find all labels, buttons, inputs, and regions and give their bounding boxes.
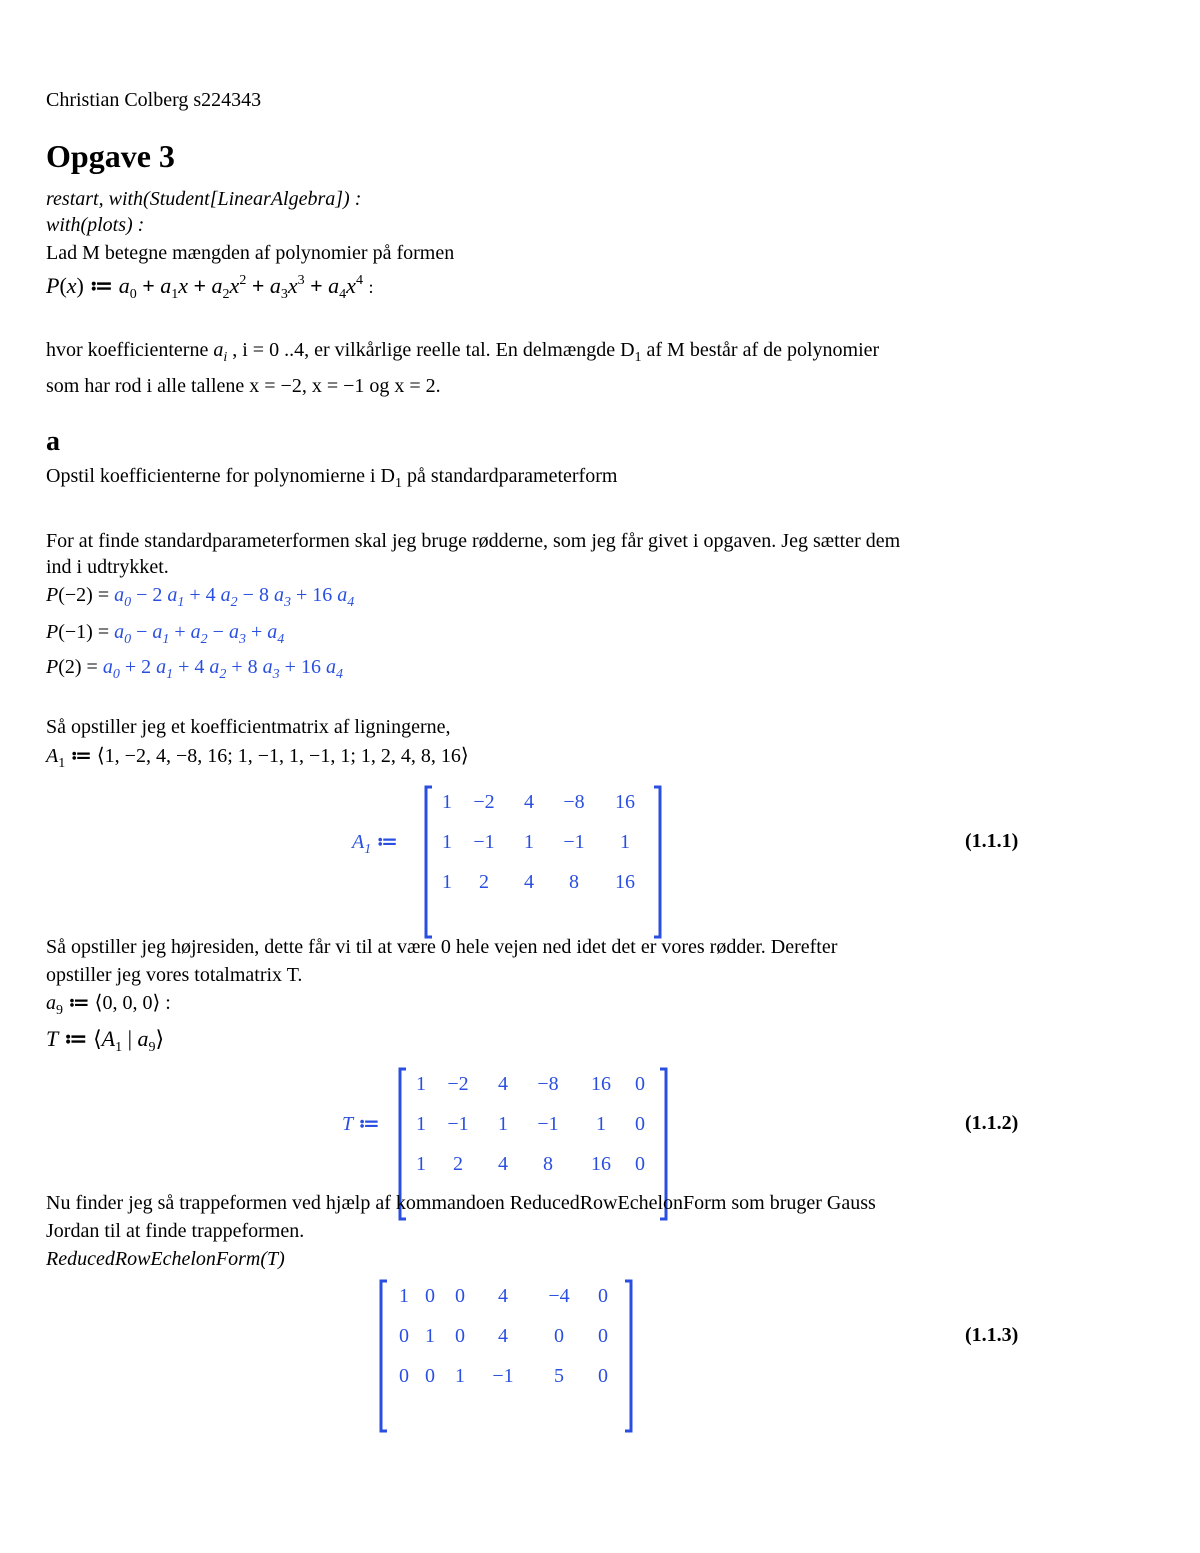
maple-input-T[interactable]: T ≔ $⟨A_1$ | $a_9⟩$	[46, 1026, 165, 1055]
matrix-cell: 1	[620, 831, 630, 853]
matrix-cell: 1	[442, 791, 452, 813]
matrix-intro: Så opstiller jeg et koefficientmatrix af ligningerne,	[46, 716, 451, 738]
matrix-cell: 8	[543, 1153, 553, 1175]
matrix-cell: 4	[498, 1153, 508, 1175]
matrix-cell: 1	[524, 831, 534, 853]
paragraph-coefficients: hvor koefficienterne $a_i$ , i = 0 ..4, er vilkårlige reelle tal. En delmængde $D_1$ af M består af de polynomier	[46, 339, 880, 365]
matrix-cell: 16	[615, 791, 635, 813]
section-heading-a: a	[46, 426, 60, 457]
T-output-label: T ≔	[342, 1113, 380, 1135]
matrix-cell: 1	[455, 1365, 465, 1387]
matrix-cell: −1	[563, 831, 585, 853]
matrix-cell: 1	[498, 1113, 508, 1135]
matrix-cell: −8	[537, 1073, 559, 1095]
matrix-cell: 1	[442, 871, 452, 893]
matrix-cell: 4	[498, 1073, 508, 1095]
task-text: Opstil koefficienterne for polynomierne i $D_1$ på standardparameterform	[46, 465, 618, 491]
matrix-cell: 0	[598, 1325, 608, 1347]
matrix-cell: −2	[447, 1073, 469, 1095]
equation-p-minus-2: $P(-2) = a_0 - 2$ $a_1 + 4$ $a_2 - 8$ $a_3 + 16$ $a_4$	[46, 584, 355, 610]
rref-line-1: Nu finder jeg så trappeformen ved hjælp af kommandoen ReducedRowEchelonForm som bruger Gauss	[46, 1192, 876, 1214]
matrix-cell: 5	[554, 1365, 564, 1387]
matrix-cell: 0	[399, 1325, 409, 1347]
matrix-cell: 0	[598, 1285, 608, 1307]
explain-line-2: ind i udtrykket.	[46, 556, 169, 578]
matrix-cell: 4	[524, 871, 534, 893]
rref-line-2: Jordan til at finde trappeformen.	[46, 1220, 305, 1242]
equation-p-minus-1: $P(-1) = a_0 - a_1 + a_2 - a_3 + a_4$	[46, 621, 285, 647]
maple-input-plots[interactable]: with(plots) :	[46, 214, 145, 236]
matrix-cell: −1	[473, 831, 495, 853]
matrix-cell: 2	[453, 1153, 463, 1175]
page-title: Opgave 3	[46, 138, 175, 174]
polynomial-definition[interactable]: P(x) ≔ $a_0 + a_1x + a_2x^2 + a_3x^3 + a_4x^4$ :	[46, 273, 374, 302]
matrix-cell: 1	[416, 1113, 426, 1135]
matrix-cell: 1	[596, 1113, 606, 1135]
matrix-cell: 2	[479, 871, 489, 893]
matrix-rref	[379, 1279, 633, 1433]
equation-label-2: (1.1.2)	[965, 1112, 1019, 1134]
explain-line-1: For at finde standardparameterformen skal jeg bruge rødderne, som jeg får givet i opgaven. Jeg sætter dem	[46, 530, 901, 552]
intro-text: Lad M betegne mængden af polynomier på formen	[46, 242, 455, 264]
A1-output-label: $A_1$ ≔	[352, 831, 398, 857]
matrix-cell: 0	[425, 1365, 435, 1387]
matrix-cell: 0	[399, 1365, 409, 1387]
equation-p-2: $P(2) = a_0 + 2$ $a_1 + 4$ $a_2 + 8$ $a_3 + 16$ $a_4$	[46, 656, 343, 682]
maple-input-a9[interactable]: $a_9$ ≔ ⟨0, 0, 0⟩ :	[46, 992, 171, 1018]
matrix-cell: 16	[591, 1153, 611, 1175]
paragraph-roots: som har rod i alle tallene x = −2, x = −1 og x = 2.	[46, 375, 441, 397]
matrix-cell: −8	[563, 791, 585, 813]
matrix-cell: 1	[416, 1073, 426, 1095]
matrix-cell: 8	[569, 871, 579, 893]
matrix-cell: −2	[473, 791, 495, 813]
matrix-cell: 0	[455, 1325, 465, 1347]
matrix-cell: −4	[548, 1285, 570, 1307]
matrix-cell: 0	[635, 1113, 645, 1135]
equation-label-3: (1.1.3)	[965, 1324, 1019, 1346]
matrix-cell: 1	[399, 1285, 409, 1307]
matrix-cell: 1	[425, 1325, 435, 1347]
matrix-cell: 1	[442, 831, 452, 853]
matrix-cell: 0	[455, 1285, 465, 1307]
maple-input-restart[interactable]: restart, with(Student[LinearAlgebra]) :	[46, 188, 362, 210]
matrix-cell: 0	[425, 1285, 435, 1307]
rhs-line-2: opstiller jeg vores totalmatrix T.	[46, 964, 303, 986]
matrix-cell: 0	[598, 1365, 608, 1387]
matrix-cell: 1	[416, 1153, 426, 1175]
matrix-cell: 0	[635, 1153, 645, 1175]
author-line: Christian Colberg s224343	[46, 89, 262, 111]
matrix-cell: 4	[524, 791, 534, 813]
matrix-cell: 4	[498, 1285, 508, 1307]
matrix-cell: 4	[498, 1325, 508, 1347]
matrix-cell: 16	[615, 871, 635, 893]
maple-input-A1[interactable]: $A_1$ ≔ ⟨1, −2, 4, −8, 16; 1, −1, 1, −1, 1; 1, 2, 4, 8, 16⟩	[46, 745, 469, 771]
matrix-cell: 16	[591, 1073, 611, 1095]
matrix-cell: 0	[554, 1325, 564, 1347]
matrix-cell: −1	[537, 1113, 559, 1135]
matrix-cell: −1	[492, 1365, 514, 1387]
maple-input-rref[interactable]: ReducedRowEchelonForm(T)	[46, 1248, 285, 1270]
matrix-A1	[424, 785, 662, 939]
equation-label-1: (1.1.1)	[965, 830, 1019, 852]
matrix-cell: 0	[635, 1073, 645, 1095]
matrix-cell: −1	[447, 1113, 469, 1135]
rhs-line-1: Så opstiller jeg højresiden, dette får vi til at være 0 hele vejen ned idet det er vores rødder. Derefter	[46, 936, 838, 958]
